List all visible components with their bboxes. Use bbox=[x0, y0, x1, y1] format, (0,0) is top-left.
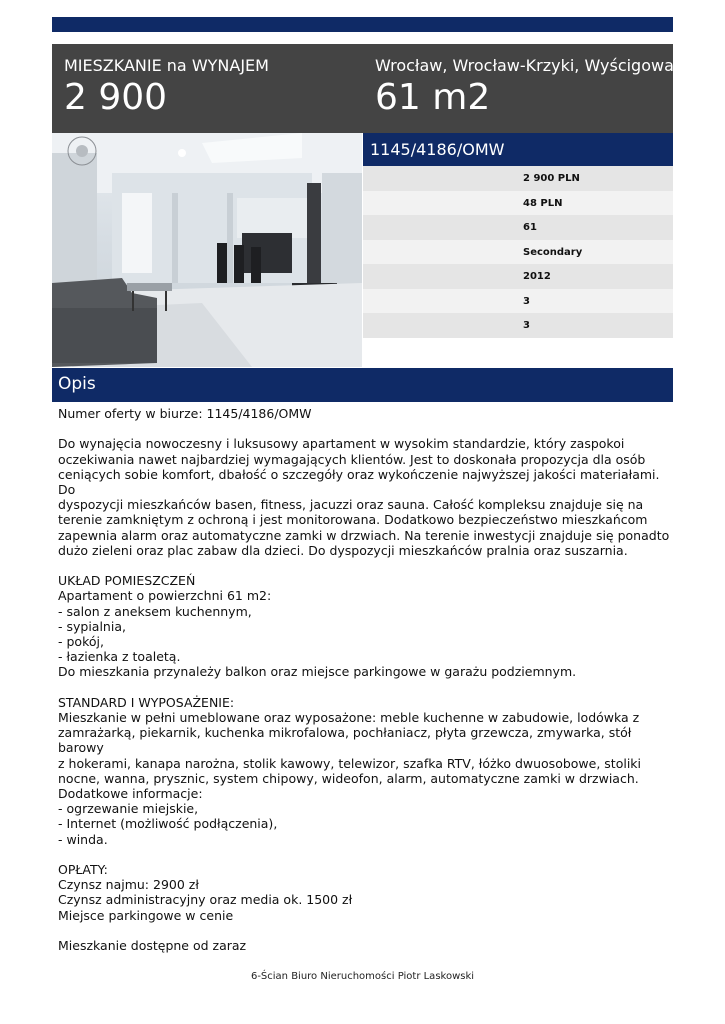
detail-row bbox=[363, 240, 673, 265]
header-left bbox=[64, 56, 269, 120]
description-line: Czynsz administracyjny oraz media ok. 1500 zł bbox=[58, 892, 353, 908]
description-line: - salon z aneksem kuchennym, bbox=[58, 603, 252, 619]
header-right bbox=[375, 56, 674, 120]
description-line: ceniących sobie komfort, dbałość o szczegóły oraz wykończenie najwyższej jakości materiałami. Do bbox=[58, 466, 660, 497]
description-line: - pokój, bbox=[58, 634, 104, 650]
description-line: - łazienka z toaletą. bbox=[58, 649, 181, 665]
reference-number: 1145/4186/OMW bbox=[370, 140, 505, 159]
detail-row bbox=[363, 313, 673, 338]
description-line: Miejsce parkingowe w cenie bbox=[58, 907, 234, 923]
price: 2 900 bbox=[64, 77, 168, 118]
description-line: - winda. bbox=[58, 831, 108, 847]
listing-header bbox=[52, 44, 673, 133]
offer-type: MIESZKANIE na WYNAJEM bbox=[64, 56, 269, 75]
description-line: Apartament o powierzchni 61 m2: bbox=[58, 588, 272, 604]
description-line: z hokerami, kanapa narożna, stolik kawowy, telewizor, szafka RTV, łóżko dwuosobowe, stoliki bbox=[58, 755, 642, 771]
description-line: nocne, wanna, prysznic, system chipowy, wideofon, alarm, automatyczne zamki w drzwiach. bbox=[58, 770, 639, 786]
detail-row bbox=[363, 289, 673, 314]
description-line: Do mieszkania przynależy balkon oraz miejsce parkingowe w garażu podziemnym. bbox=[58, 664, 577, 680]
description-line: zapewnia alarm oraz automatyczne zamki w drzwiach. Na terenie inwestycji znajduje się ponadto bbox=[58, 527, 670, 543]
top-accent-bar bbox=[52, 17, 673, 32]
description-line: Mieszkanie w pełni umeblowane oraz wyposażone: meble kuchenne w zabudowie, lodówka z bbox=[58, 710, 640, 726]
description-text bbox=[58, 406, 673, 953]
footer-agency: 6-Ścian Biuro Nieruchomości Piotr Laskowski bbox=[250, 971, 475, 982]
description-line bbox=[58, 847, 673, 862]
detail-value: 48 PLN bbox=[523, 197, 563, 209]
description-line: OPŁATY: bbox=[58, 862, 108, 878]
description-line bbox=[58, 680, 673, 695]
description-line: UKŁAD POMIESZCZEŃ bbox=[58, 573, 196, 589]
detail-row bbox=[363, 264, 673, 289]
description-line: zamrażarką, piekarnik, kuchenka mikrofalowa, pochłaniacz, płyta grzewcza, zmywarka, stół barowy bbox=[58, 725, 632, 756]
detail-value: 3 bbox=[523, 295, 530, 307]
description-line: oczekiwania nawet najbardziej wymagających klientów. Jest to doskonała propozycja dla osób bbox=[58, 451, 646, 467]
description-line: Mieszkanie dostępne od zaraz bbox=[58, 938, 247, 954]
detail-value: 2 900 PLN bbox=[523, 173, 580, 184]
description-line: Numer oferty w biurze: 1145/4186/OMW bbox=[58, 406, 312, 421]
description-line bbox=[58, 421, 673, 436]
area: 61 m2 bbox=[375, 77, 491, 118]
description-line: - sypialnia, bbox=[58, 618, 126, 634]
description-line: Dodatkowe informacje: bbox=[58, 786, 203, 802]
description-line: dużo zieleni oraz plac zabaw dla dzieci. Do dyspozycji mieszkańców pralnia oraz suszarnia. bbox=[58, 542, 628, 558]
description-line: terenie zamkniętym z ochroną i jest monitorowana. Dodatkowo bezpieczeństwo mieszkańcom bbox=[58, 512, 648, 528]
detail-value: Secondary bbox=[523, 246, 583, 258]
description-line: STANDARD I WYPOSAŻENIE: bbox=[58, 694, 235, 710]
description-line: - ogrzewanie miejskie, bbox=[58, 801, 199, 817]
details-table bbox=[363, 166, 673, 338]
description-line: Do wynajęcia nowoczesny i luksusowy apartament w wysokim standardzie, który zaspokoi bbox=[58, 436, 625, 452]
detail-value: 61 bbox=[523, 222, 537, 233]
location: Wrocław, Wrocław-Krzyki, Wyścigowa bbox=[375, 56, 674, 75]
apartment-photo bbox=[52, 133, 362, 367]
detail-value: 2012 bbox=[523, 271, 551, 282]
detail-row bbox=[363, 215, 673, 240]
section-title: Opis bbox=[58, 374, 96, 394]
description-line: Czynsz najmu: 2900 zł bbox=[58, 877, 199, 893]
description-line bbox=[58, 558, 673, 573]
description-line: - Internet (możliwość podłączenia), bbox=[58, 816, 278, 832]
reference-bar bbox=[363, 133, 673, 166]
description-section-header bbox=[52, 368, 673, 402]
detail-row bbox=[363, 166, 673, 191]
detail-row bbox=[363, 191, 673, 216]
description-line: dyspozycji mieszkańców basen, fitness, jacuzzi oraz sauna. Całość kompleksu znajduje się na bbox=[58, 497, 644, 513]
detail-value: 3 bbox=[523, 320, 530, 331]
description-line bbox=[58, 923, 673, 938]
